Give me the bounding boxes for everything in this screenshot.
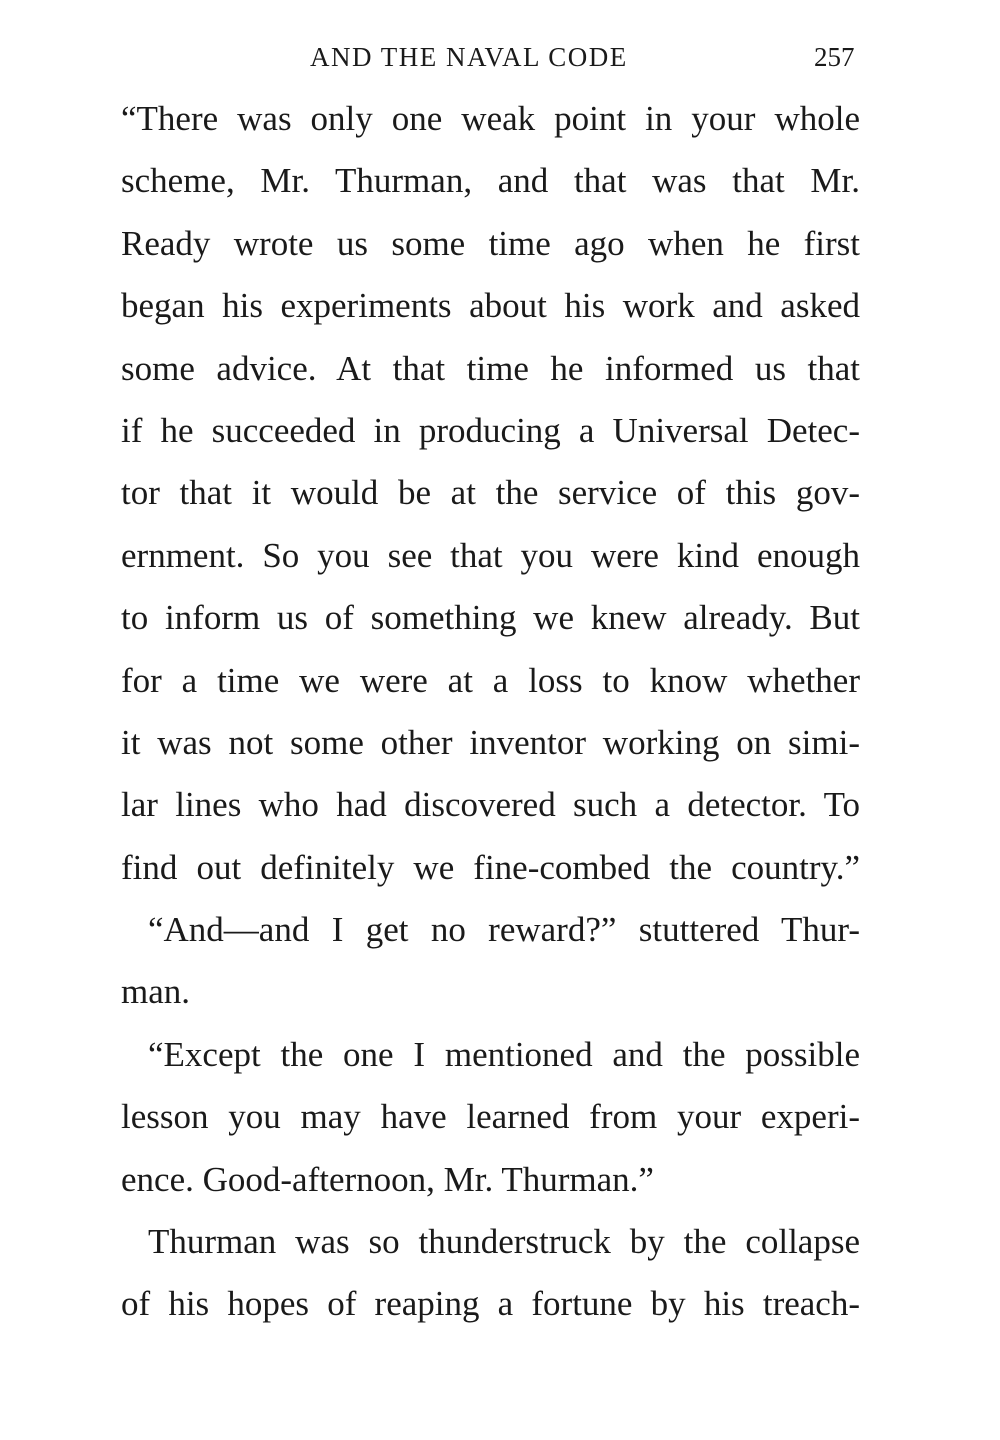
text-line: tor that it would be at the service of this gov-	[121, 473, 860, 513]
text-line: it was not some other inventor working on simi-	[121, 722, 860, 762]
page-number: 257	[814, 42, 855, 72]
text-line: ernment. So you see that you were kind enough	[121, 535, 860, 575]
running-head: AND THE NAVAL CODE	[310, 42, 628, 72]
text-line: some advice. At that time he informed us that	[121, 348, 860, 388]
text-line: “And—and I get no reward?” stuttered Thur-	[148, 910, 860, 950]
text-line: Thurman was so thunderstruck by the collapse	[148, 1222, 860, 1262]
text-line: to inform us of something we knew already. But	[121, 598, 860, 638]
text-line: scheme, Mr. Thurman, and that was that Mr.	[121, 161, 860, 201]
text-line: of his hopes of reaping a fortune by his treach-	[121, 1284, 860, 1324]
text-line: man.	[121, 972, 191, 1012]
text-line: find out definitely we fine-combed the country.”	[121, 847, 860, 887]
text-line: Ready wrote us some time ago when he first	[121, 223, 860, 263]
body-text	[121, 88, 860, 1336]
text-line: ence. Good-afternoon, Mr. Thurman.”	[121, 1159, 654, 1199]
text-line: “Except the one I mentioned and the possible	[148, 1034, 860, 1074]
text-line: lesson you may have learned from your experi-	[121, 1097, 860, 1137]
text-line: if he succeeded in producing a Universal Detec-	[121, 410, 860, 450]
text-line: began his experiments about his work and asked	[121, 286, 860, 326]
text-line: lar lines who had discovered such a detector. To	[121, 785, 860, 825]
text-line: for a time we were at a loss to know whether	[121, 660, 860, 700]
text-line: “There was only one weak point in your whole	[121, 99, 860, 138]
